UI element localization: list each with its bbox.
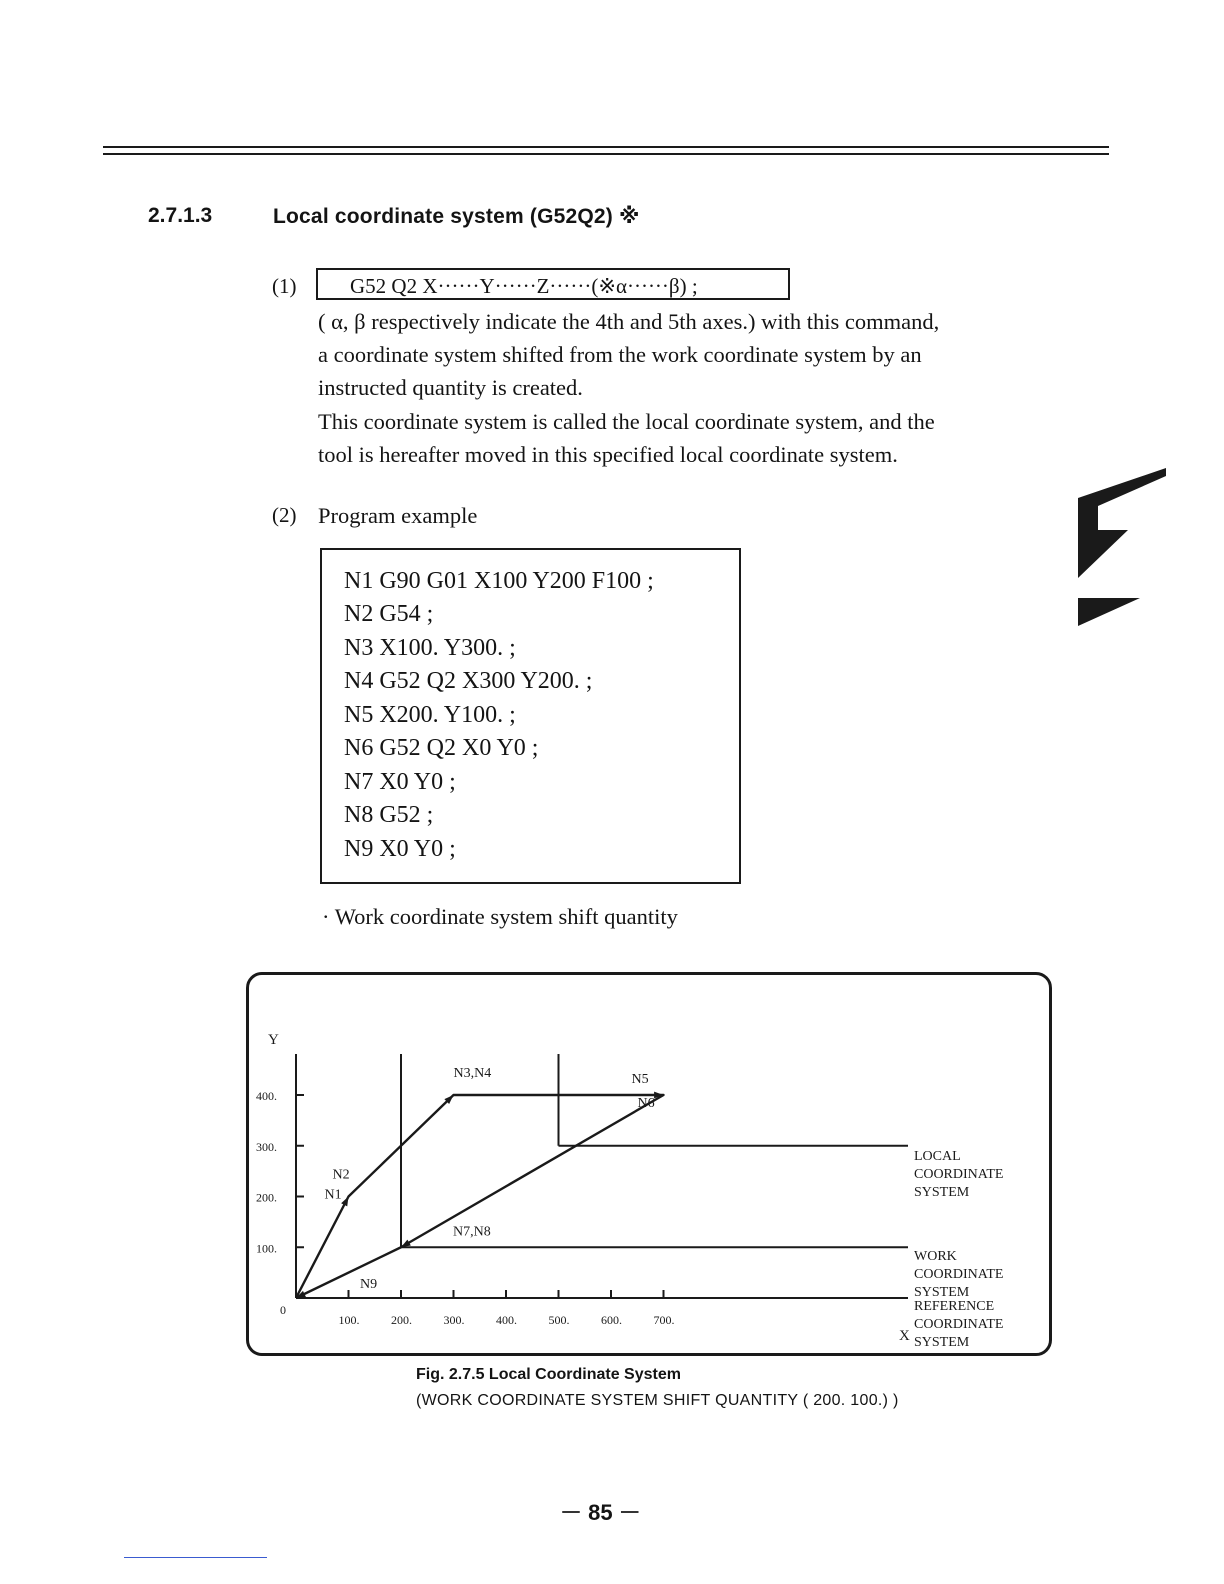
x-tick-label: 500. [548, 1313, 570, 1327]
coord-system-label: SYSTEM [914, 1285, 970, 1300]
coord-system-label: LOCAL [914, 1149, 961, 1164]
x-axis-label: X [899, 1328, 910, 1344]
item1-number: (1) [272, 274, 297, 298]
page-number: － 85 － [560, 1500, 641, 1525]
coord-system-label: COORDINATE [914, 1167, 1004, 1182]
program-line: N8 G52 ; [344, 802, 434, 828]
path-arrowhead [341, 1197, 348, 1207]
item1-line-4: This coordinate system is called the local coordinate system, and the [318, 409, 935, 434]
x-tick-label: 300. [443, 1313, 465, 1327]
path-point-label: N3,N4 [453, 1066, 492, 1081]
program-line: N7 X0 Y0 ; [344, 769, 456, 795]
chapter-tab-icon [1078, 468, 1166, 628]
item1-line-5: tool is hereafter moved in this specified local coordinate system. [318, 442, 898, 467]
item2-number: (2) [272, 503, 297, 527]
coord-system-label: WORK [914, 1249, 957, 1264]
y-tick-label: 400. [256, 1089, 277, 1103]
origin-label: 0 [280, 1303, 286, 1317]
coord-system-label: COORDINATE [914, 1267, 1004, 1282]
program-line: N6 G52 Q2 X0 Y0 ; [344, 735, 539, 761]
section-title: Local coordinate system (G52Q2) ※ [273, 205, 640, 228]
tool-path-line [296, 1095, 664, 1298]
path-point-label: N2 [332, 1167, 350, 1183]
y-tick-label: 100. [256, 1241, 277, 1256]
coord-system-label: SYSTEM [914, 1335, 970, 1350]
item1-line-2: a coordinate system shifted from the work coordinate system by an [318, 342, 922, 367]
coord-system-label: REFERENCE [914, 1299, 995, 1314]
section-number: 2.7.1.3 [148, 204, 213, 227]
footer-link-line [124, 1557, 267, 1558]
path-point-label: N7,N8 [453, 1224, 491, 1240]
item1-line-3: instructed quantity is created. [318, 375, 583, 400]
command-format-box: G52 Q2 X······Y······Z······(※α······β) ; [316, 268, 790, 300]
item2-title: Program example [318, 503, 478, 528]
x-tick-label: 200. [391, 1313, 412, 1327]
path-arrowhead [401, 1240, 411, 1248]
program-line: N3 X100. Y300. ; [344, 635, 516, 661]
x-tick-label: 600. [601, 1313, 622, 1327]
item1-line-1: ( α, β respectively indicate the 4th and 5th axes.) with this command, [318, 309, 940, 334]
x-tick-label: 700. [653, 1313, 675, 1327]
y-tick-label: 200. [256, 1190, 277, 1205]
x-tick-label: 100. [338, 1313, 360, 1327]
program-line: N9 X0 Y0 ; [344, 836, 456, 862]
program-line: N4 G52 Q2 X300 Y200. ; [344, 668, 593, 694]
path-point-label: N1 [324, 1187, 342, 1203]
program-line: N1 G90 G01 X100 Y200 F100 ; [344, 568, 654, 594]
coord-system-label: SYSTEM [914, 1185, 970, 1200]
path-point-label: N6 [637, 1096, 655, 1111]
path-point-label: N5 [631, 1072, 649, 1087]
y-axis-label: Y [268, 1032, 279, 1048]
y-tick-label: 300. [256, 1139, 277, 1154]
program-line: N5 X200. Y100. ; [344, 702, 516, 728]
coord-system-label: COORDINATE [914, 1317, 1004, 1332]
path-point-label: N9 [360, 1277, 378, 1292]
figure-subcaption: (WORK COORDINATE SYSTEM SHIFT QUANTITY ( 200. 100.) ) [416, 1392, 899, 1409]
shift-quantity-bullet: · Work coordinate system shift quantity [322, 904, 678, 929]
x-tick-label: 400. [496, 1313, 517, 1327]
program-line: N2 G54 ; [344, 601, 434, 627]
figure-caption: Fig. 2.7.5 Local Coordinate System [416, 1366, 681, 1383]
